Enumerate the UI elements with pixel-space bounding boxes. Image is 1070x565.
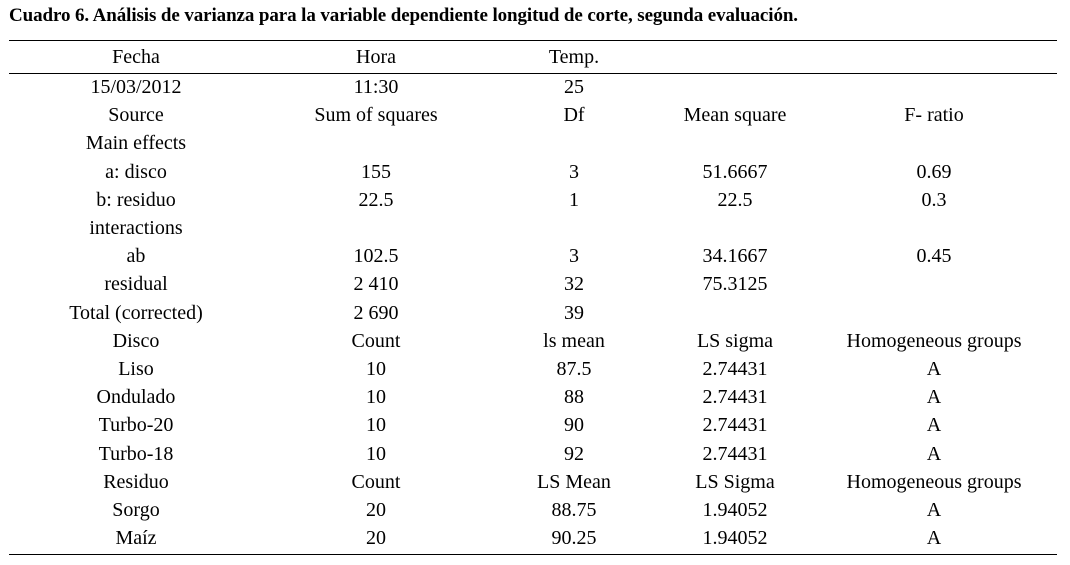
table-cell: LS Sigma bbox=[695, 470, 775, 493]
header-cell bbox=[659, 41, 811, 73]
header-cell: Fecha bbox=[112, 46, 160, 68]
table-cell: 10 bbox=[366, 442, 386, 465]
table-cell bbox=[659, 214, 811, 242]
table-cell: 90.25 bbox=[551, 527, 597, 550]
table-cell: 1 bbox=[569, 188, 579, 211]
table-row bbox=[9, 186, 1057, 214]
table-row bbox=[9, 355, 1057, 383]
table-row bbox=[9, 101, 1057, 129]
table-cell: Total (corrected) bbox=[69, 301, 203, 324]
header-cell: Hora bbox=[356, 46, 396, 68]
table-cell: 39 bbox=[564, 301, 584, 324]
table-cell bbox=[489, 214, 659, 242]
table-cell: residual bbox=[104, 273, 168, 296]
table-cell: 2.74431 bbox=[702, 357, 768, 380]
table-row bbox=[9, 158, 1057, 186]
table-cell bbox=[489, 129, 659, 157]
table-cell: 0.3 bbox=[921, 188, 947, 211]
table-cell: 88 bbox=[564, 386, 584, 409]
table-row bbox=[9, 299, 1057, 327]
table-row bbox=[9, 496, 1057, 524]
table-cell: 0.45 bbox=[916, 245, 952, 268]
table-cell: 22.5 bbox=[358, 188, 394, 211]
table-cell: LS sigma bbox=[696, 329, 774, 352]
table-cell: 90 bbox=[564, 414, 584, 437]
table-cell bbox=[811, 270, 1057, 298]
table-cell: A bbox=[926, 442, 942, 465]
table-cell: Ondulado bbox=[96, 386, 176, 409]
header-cell: Temp. bbox=[548, 46, 600, 68]
table-cell: LS Mean bbox=[537, 470, 611, 493]
table-cell bbox=[659, 299, 811, 327]
table-cell: 75.3125 bbox=[702, 273, 768, 296]
table-cell: 32 bbox=[564, 273, 584, 296]
table-cell: A bbox=[926, 527, 942, 550]
table-cell: Homogeneous groups bbox=[846, 470, 1022, 493]
table-cell bbox=[811, 73, 1057, 101]
table-cell: 2.74431 bbox=[702, 442, 768, 465]
table-cell bbox=[263, 214, 489, 242]
table-cell: ab bbox=[126, 245, 146, 268]
table-caption: Cuadro 6. Análisis de varianza para la variable dependiente longitud de corte, segunda evaluación. bbox=[9, 5, 798, 26]
table-cell: Source bbox=[108, 104, 164, 127]
table-cell: Df bbox=[563, 104, 585, 127]
table-row bbox=[9, 383, 1057, 411]
header-cell bbox=[811, 41, 1057, 73]
table-cell bbox=[811, 214, 1057, 242]
table-cell: 2.74431 bbox=[702, 414, 768, 437]
table-row bbox=[9, 242, 1057, 270]
table-cell bbox=[659, 73, 811, 101]
table-row bbox=[9, 468, 1057, 496]
table-cell: 10 bbox=[366, 386, 386, 409]
table-cell: b: residuo bbox=[96, 188, 176, 211]
table-cell: 11:30 bbox=[353, 76, 399, 99]
table-cell: A bbox=[926, 357, 942, 380]
table-cell: Turbo-20 bbox=[98, 414, 174, 437]
table-row bbox=[9, 73, 1057, 101]
table-row bbox=[9, 524, 1057, 552]
table-cell: A bbox=[926, 498, 942, 521]
table-cell: 0.69 bbox=[916, 160, 952, 183]
table-cell: interactions bbox=[89, 217, 183, 240]
table-cell bbox=[659, 129, 811, 157]
table-cell: 10 bbox=[366, 414, 386, 437]
table-cell: ls mean bbox=[543, 329, 605, 352]
table-row bbox=[9, 214, 1057, 242]
table-cell: F- ratio bbox=[904, 104, 964, 127]
table-cell: 155 bbox=[361, 160, 391, 183]
table-cell: Homogeneous groups bbox=[846, 329, 1022, 352]
table-cell: Sum of squares bbox=[314, 104, 438, 127]
table-cell bbox=[263, 129, 489, 157]
table-cell: 2 410 bbox=[353, 273, 399, 296]
table-row bbox=[9, 129, 1057, 157]
table-cell bbox=[811, 299, 1057, 327]
table-cell: 22.5 bbox=[717, 188, 753, 211]
table-cell: Sorgo bbox=[112, 498, 160, 521]
table-cell: Count bbox=[351, 329, 401, 352]
table-cell: Disco bbox=[112, 329, 160, 352]
table-row bbox=[9, 270, 1057, 298]
table-cell: Count bbox=[351, 470, 401, 493]
table-cell: 1.94052 bbox=[702, 498, 768, 521]
table-row bbox=[9, 439, 1057, 467]
table-cell: Maíz bbox=[115, 527, 157, 550]
table-cell: 20 bbox=[366, 527, 386, 550]
table-cell: a: disco bbox=[105, 160, 167, 183]
table-cell: 102.5 bbox=[353, 245, 399, 268]
table-cell: Turbo-18 bbox=[98, 442, 174, 465]
table-cell: Residuo bbox=[103, 470, 169, 493]
table-cell: 3 bbox=[569, 245, 579, 268]
table-header-row bbox=[9, 41, 1057, 73]
table-cell: A bbox=[926, 414, 942, 437]
anova-table-body bbox=[9, 41, 1057, 552]
table-cell: 88.75 bbox=[551, 498, 597, 521]
anova-table bbox=[9, 41, 1057, 552]
bottom-rule bbox=[9, 554, 1057, 555]
table-cell: 87.5 bbox=[556, 357, 592, 380]
table-cell: 25 bbox=[564, 76, 584, 99]
table-row bbox=[9, 327, 1057, 355]
table-cell: 34.1667 bbox=[702, 245, 768, 268]
table-cell: 3 bbox=[569, 160, 579, 183]
table-row bbox=[9, 411, 1057, 439]
table-cell: 1.94052 bbox=[702, 527, 768, 550]
table-cell: Mean square bbox=[683, 104, 787, 127]
table-cell: Liso bbox=[118, 357, 154, 380]
table-cell: 92 bbox=[564, 442, 584, 465]
table-cell: 10 bbox=[366, 357, 386, 380]
table-cell: 2.74431 bbox=[702, 386, 768, 409]
table-cell: 51.6667 bbox=[702, 160, 768, 183]
table-cell: 20 bbox=[366, 498, 386, 521]
table-cell: Main effects bbox=[85, 132, 187, 155]
table-cell: A bbox=[926, 386, 942, 409]
table-cell: 15/03/2012 bbox=[90, 76, 182, 99]
table-cell bbox=[811, 129, 1057, 157]
table-cell: 2 690 bbox=[353, 301, 399, 324]
